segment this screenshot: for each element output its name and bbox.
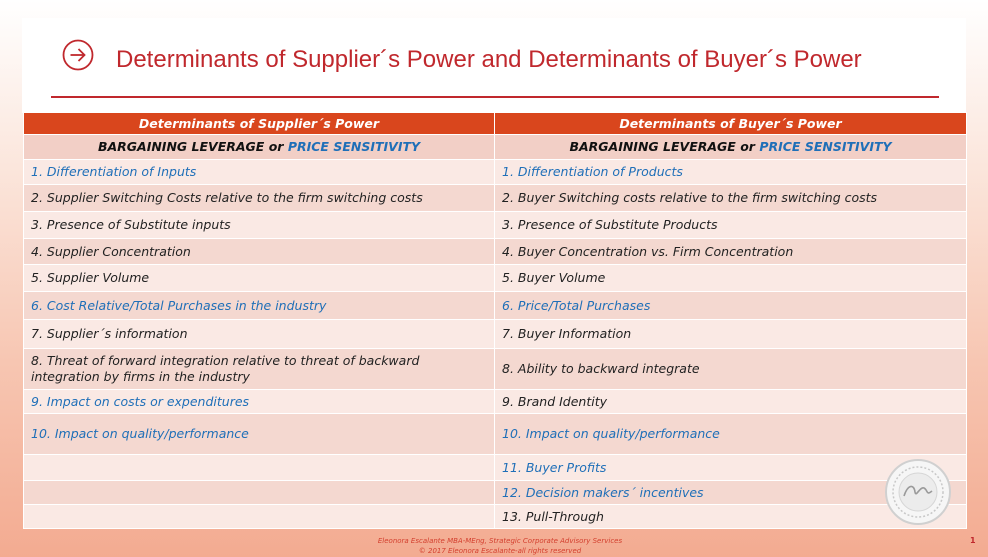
price-sensitivity-label: PRICE SENSITIVITY [287, 139, 421, 154]
supplier-cell: 10. Impact on quality/performance [24, 414, 495, 455]
supplier-cell: 1. Differentiation of Inputs [24, 160, 495, 185]
supplier-cell: 6. Cost Relative/Total Purchases in the industry [24, 292, 495, 320]
header-supplier: Determinants of Supplier´s Power [24, 113, 495, 135]
buyer-cell: 4. Buyer Concentration vs. Firm Concentration [495, 239, 967, 265]
supplier-cell: 7. Supplier´s information [24, 320, 495, 349]
title-divider [51, 96, 939, 98]
table-row [24, 185, 967, 212]
price-sensitivity-label: PRICE SENSITIVITY [759, 139, 892, 154]
header-buyer: Determinants of Buyer´s Power [495, 113, 967, 135]
subheader-right: BARGAINING LEVERAGE or PRICE SENSITIVITY [495, 135, 967, 160]
buyer-cell: 9. Brand Identity [495, 390, 967, 414]
table-row [24, 505, 967, 529]
buyer-cell: 13. Pull-Through [495, 505, 967, 529]
supplier-cell: 8. Threat of forward integration relative to threat of backward integration by firms in the industry [24, 349, 495, 390]
supplier-cell: 3. Presence of Substitute inputs [24, 212, 495, 239]
table-row [24, 265, 967, 292]
buyer-cell: 8. Ability to backward integrate [495, 349, 967, 390]
table-row [24, 481, 967, 505]
supplier-cell: 2. Supplier Switching Costs relative to the firm switching costs [24, 185, 495, 212]
buyer-cell: 7. Buyer Information [495, 320, 967, 349]
circle-arrow-right-icon [62, 39, 94, 71]
table-row [24, 160, 967, 185]
footer-author: Eleonora Escalante MBA-MEng, Strategic Corporate Advisory Services [377, 537, 623, 545]
supplier-cell: 4. Supplier Concentration [24, 239, 495, 265]
page-number: 1 [970, 536, 976, 545]
table-header-row [24, 113, 967, 135]
footer-copyright: © 2017 Eleonora Escalante-all rights reserved [418, 547, 582, 555]
buyer-cell: 1. Differentiation of Products [495, 160, 967, 185]
determinants-table [23, 112, 967, 529]
table-row [24, 414, 967, 455]
table-row [24, 239, 967, 265]
buyer-cell: 6. Price/Total Purchases [495, 292, 967, 320]
table-row [24, 212, 967, 239]
buyer-cell: 5. Buyer Volume [495, 265, 967, 292]
title-panel [22, 18, 966, 113]
buyer-cell: 11. Buyer Profits [495, 455, 967, 481]
page-title: Determinants of Supplier´s Power and Determinants of Buyer´s Power [116, 46, 862, 73]
table-row [24, 390, 967, 414]
buyer-cell: 2. Buyer Switching costs relative to the firm switching costs [495, 185, 967, 212]
table-row [24, 349, 967, 390]
buyer-cell: 3. Presence of Substitute Products [495, 212, 967, 239]
subheader-left: BARGAINING LEVERAGE or PRICE SENSITIVITY [24, 135, 495, 160]
supplier-cell: 5. Supplier Volume [24, 265, 495, 292]
subheader-row [24, 135, 967, 160]
buyer-cell: 10. Impact on quality/performance [495, 414, 967, 455]
footer [290, 536, 710, 556]
supplier-cell [24, 505, 495, 529]
buyer-cell: 12. Decision makers´ incentives [495, 481, 967, 505]
supplier-cell [24, 455, 495, 481]
supplier-cell [24, 481, 495, 505]
signature-seal-icon [884, 458, 952, 526]
table-row [24, 320, 967, 349]
table-row [24, 292, 967, 320]
supplier-cell: 9. Impact on costs or expenditures [24, 390, 495, 414]
table-row [24, 455, 967, 481]
